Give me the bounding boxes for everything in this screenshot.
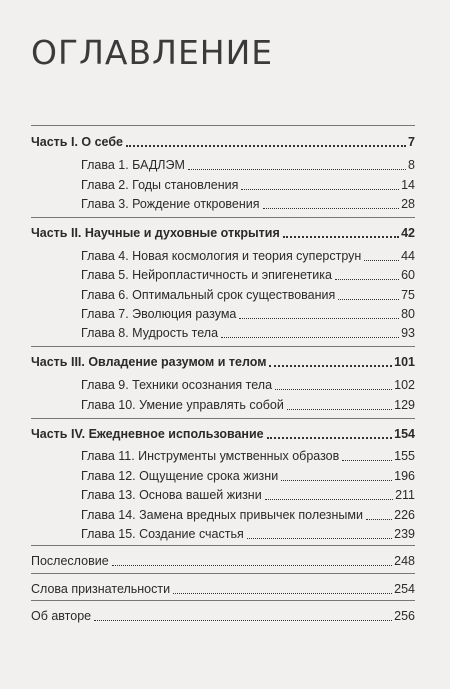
page-number: 196 <box>394 469 415 483</box>
chapter-label: Глава 5. Нейропластичность и эпигенетика <box>81 268 332 282</box>
part-label: Часть IV. Ежедневное использование <box>31 427 264 441</box>
page-number: 248 <box>394 554 415 568</box>
chapter-label: Глава 15. Создание счастья <box>81 527 244 541</box>
toc-chapter-9[interactable] <box>81 377 415 393</box>
leader-dots <box>281 480 392 481</box>
entry-label: Слова признательности <box>31 582 171 596</box>
page-title: ОГЛАВЛЕНИЕ <box>31 33 274 72</box>
entry-label: Об авторе <box>31 609 92 623</box>
leader-dots <box>275 389 392 390</box>
toc-part-1[interactable] <box>31 134 415 150</box>
part-label: Часть I. О себе <box>31 135 123 149</box>
leader-dots <box>283 236 399 238</box>
leader-dots <box>94 620 392 621</box>
page-number: 44 <box>401 249 415 263</box>
leader-dots <box>241 189 399 190</box>
leader-dots <box>269 365 392 367</box>
chapter-label: Глава 2. Годы становления <box>81 178 239 192</box>
page-number: 102 <box>394 378 415 392</box>
leader-dots <box>263 208 400 209</box>
page-number: 93 <box>401 326 415 340</box>
leader-dots <box>239 318 399 319</box>
page-number: 129 <box>394 398 415 412</box>
page-number: 155 <box>394 449 415 463</box>
section-divider <box>31 418 415 419</box>
chapter-label: Глава 10. Умение управлять собой <box>81 398 284 412</box>
toc-chapter-4[interactable] <box>81 248 415 264</box>
leader-dots <box>366 519 392 520</box>
section-divider <box>31 125 415 126</box>
leader-dots <box>335 279 399 280</box>
entry-label: Послесловие <box>31 554 109 568</box>
page-number: 239 <box>394 527 415 541</box>
leader-dots <box>188 169 406 170</box>
toc-part-2[interactable] <box>31 225 415 241</box>
section-divider <box>31 545 415 546</box>
page-number: 28 <box>401 197 415 211</box>
chapter-label: Глава 4. Новая космология и теория суперструн <box>81 249 362 263</box>
leader-dots <box>221 337 399 338</box>
toc-about-author[interactable] <box>31 608 415 624</box>
chapter-label: Глава 14. Замена вредных привычек полезными <box>81 508 363 522</box>
page-number: 60 <box>401 268 415 282</box>
toc-chapter-8[interactable] <box>81 325 415 341</box>
chapter-label: Глава 13. Основа вашей жизни <box>81 488 262 502</box>
toc-chapter-5[interactable] <box>81 267 415 283</box>
chapter-label: Глава 1. БАДЛЭМ <box>81 158 185 172</box>
page-number: 75 <box>401 288 415 302</box>
section-divider <box>31 217 415 218</box>
toc-chapter-13[interactable] <box>81 487 415 503</box>
toc-chapter-6[interactable] <box>81 287 415 303</box>
page-number: 154 <box>394 427 415 441</box>
part-label: Часть III. Овладение разумом и телом <box>31 355 267 369</box>
chapter-label: Глава 12. Ощущение срока жизни <box>81 469 279 483</box>
page-number: 14 <box>401 178 415 192</box>
toc-chapter-15[interactable] <box>81 526 415 542</box>
toc-part-3[interactable] <box>31 354 415 370</box>
chapter-label: Глава 6. Оптимальный срок существования <box>81 288 336 302</box>
chapter-label: Глава 9. Техники осознания тела <box>81 378 273 392</box>
leader-dots <box>265 499 393 500</box>
chapter-label: Глава 8. Мудрость тела <box>81 326 219 340</box>
leader-dots <box>267 437 393 439</box>
toc-chapter-2[interactable] <box>81 177 415 193</box>
section-divider <box>31 346 415 347</box>
page-number: 226 <box>394 508 415 522</box>
leader-dots <box>173 593 392 594</box>
section-divider <box>31 573 415 574</box>
toc-part-4[interactable] <box>31 426 415 442</box>
toc-chapter-1[interactable] <box>81 157 415 173</box>
page-number: 7 <box>408 135 415 149</box>
leader-dots <box>338 299 399 300</box>
toc-chapter-3[interactable] <box>81 196 415 212</box>
leader-dots <box>364 260 399 261</box>
toc-chapter-11[interactable] <box>81 448 415 464</box>
page-number: 42 <box>401 226 415 240</box>
leader-dots <box>247 538 392 539</box>
page-number: 8 <box>408 158 415 172</box>
chapter-label: Глава 7. Эволюция разума <box>81 307 237 321</box>
leader-dots <box>342 460 392 461</box>
leader-dots <box>126 145 406 147</box>
page-number: 80 <box>401 307 415 321</box>
leader-dots <box>112 565 392 566</box>
page-number: 211 <box>395 488 415 502</box>
page-number: 256 <box>394 609 415 623</box>
chapter-label: Глава 3. Рождение откровения <box>81 197 260 211</box>
toc-chapter-12[interactable] <box>81 468 415 484</box>
toc-chapter-10[interactable] <box>81 397 415 413</box>
page-number: 101 <box>394 355 415 369</box>
part-label: Часть II. Научные и духовные открытия <box>31 226 280 240</box>
chapter-label: Глава 11. Инструменты умственных образов <box>81 449 340 463</box>
leader-dots <box>287 409 392 410</box>
page-number: 254 <box>394 582 415 596</box>
toc-afterword[interactable] <box>31 553 415 569</box>
section-divider <box>31 600 415 601</box>
toc-acknowledgements[interactable] <box>31 581 415 597</box>
toc-chapter-14[interactable] <box>81 507 415 523</box>
toc-chapter-7[interactable] <box>81 306 415 322</box>
